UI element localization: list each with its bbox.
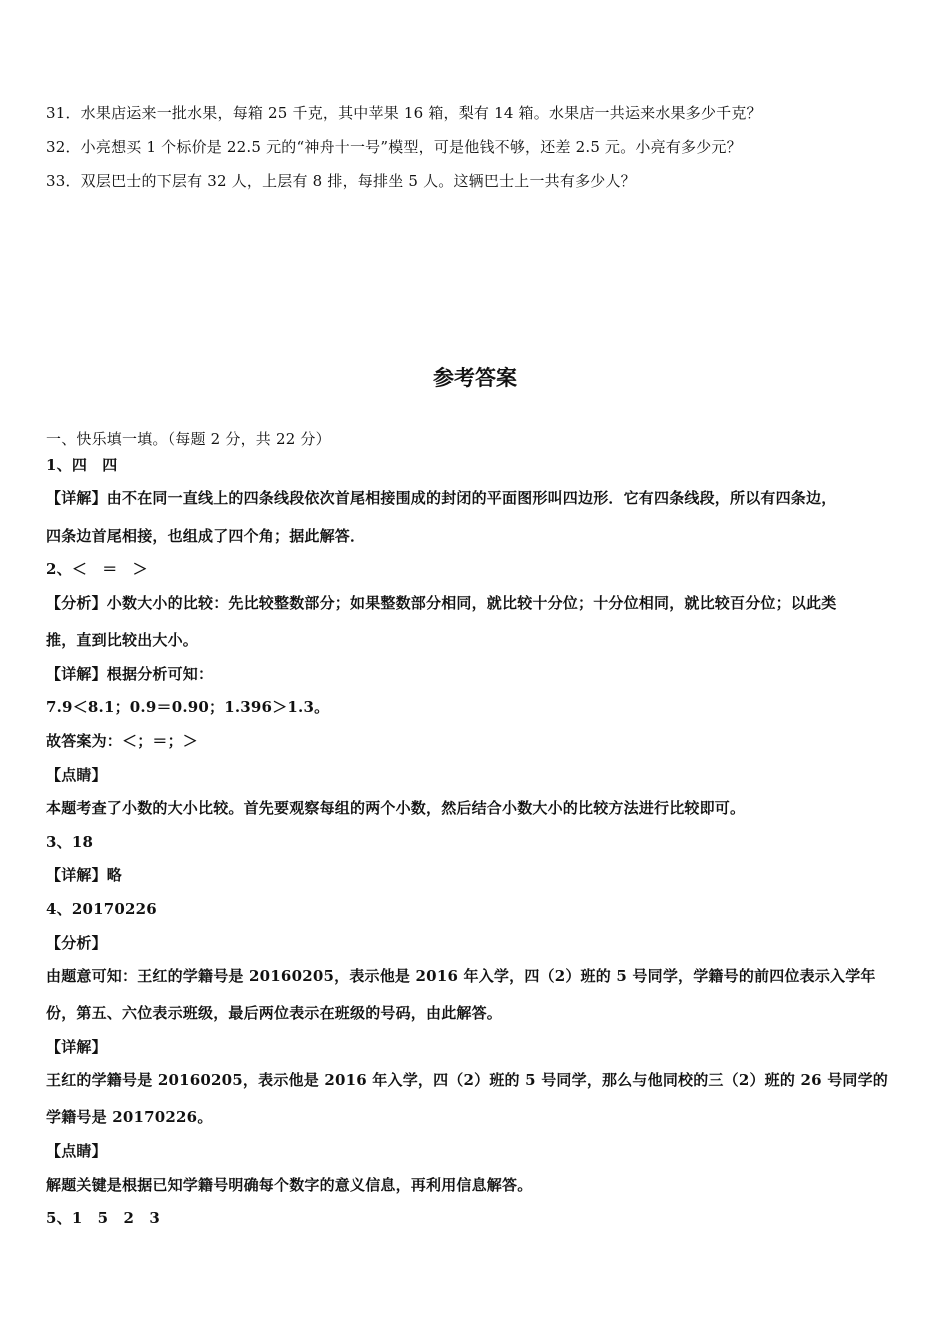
- answer-title: 参考答案: [433, 366, 517, 390]
- question-32: 32．小亮想买 1 个标价是 22.5 元的“神舟十一号”模型，可是他钱不够，还差 2.5 元。小亮有多少元？: [46, 138, 742, 156]
- answer-4-analysis-line-2: 份，第五、六位表示班级，最后两位表示在班级的号码，由此解答。: [46, 1004, 503, 1022]
- answer-2-point-text: 本题考查了小数的大小比较。首先要观察每组的两个小数，然后结合小数大小的比较方法进行比较即可。: [46, 799, 746, 817]
- answer-2-conclusion: 故答案为：＜；＝；＞: [46, 732, 199, 750]
- answer-4-point-text: 解题关键是根据已知学籍号明确每个数字的意义信息，再利用信息解答。: [46, 1176, 533, 1194]
- answer-2-analysis-line-1: 【分析】小数大小的比较：先比较整数部分；如果整数部分相同，就比较十分位；十分位相同，就比较百分位；以此类: [46, 594, 837, 612]
- answer-3-detail: 【详解】略: [46, 866, 123, 884]
- answer-2-detail-label: 【详解】根据分析可知：: [46, 665, 214, 683]
- answer-2-analysis-line-2: 推，直到比较出大小。: [46, 631, 199, 649]
- question-31: 31．水果店运来一批水果，每箱 25 千克，其中苹果 16 箱，梨有 14 箱。水果店一共运来水果多少千克？: [46, 104, 762, 122]
- answer-5: 5、1 5 2 3: [46, 1209, 160, 1227]
- section-heading: 一、快乐填一填。（每题 2 分，共 22 分）: [46, 430, 331, 448]
- answer-2-point-label: 【点睛】: [46, 766, 107, 784]
- answer-4-analysis-label: 【分析】: [46, 934, 107, 952]
- answer-1: 1、四 四: [46, 456, 118, 474]
- answer-1-detail-line-2: 四条边首尾相接，也组成了四个角；据此解答．: [46, 527, 366, 545]
- answer-3: 3、18: [46, 833, 94, 851]
- answer-4-detail-line-2: 学籍号是 20170226。: [46, 1108, 213, 1126]
- answer-4: 4、20170226: [46, 900, 157, 918]
- answer-2-detail-calc: 7.9＜8.1；0.9＝0.90；1.396＞1.3。: [46, 698, 330, 716]
- answer-4-analysis-line-1: 由题意可知：王红的学籍号是 20160205，表示他是 2016 年入学，四（2）班的 5 号同学，学籍号的前四位表示入学年: [46, 967, 876, 985]
- answer-4-detail-line-1: 王红的学籍号是 20160205，表示他是 2016 年入学，四（2）班的 5 号同学，那么与他同校的三（2）班的 26 号同学的: [46, 1071, 888, 1089]
- answer-4-detail-label: 【详解】: [46, 1038, 107, 1056]
- answer-2: 2、＜ ＝ ＞: [46, 560, 148, 578]
- answer-4-point-label: 【点睛】: [46, 1142, 107, 1160]
- question-33: 33．双层巴士的下层有 32 人，上层有 8 排，每排坐 5 人。这辆巴士上一共有多少人？: [46, 172, 636, 190]
- answer-1-detail-line-1: 【详解】由不在同一直线上的四条线段依次首尾相接围成的封闭的平面图形叫四边形．它有四条线段，所以有四条边，: [46, 489, 837, 507]
